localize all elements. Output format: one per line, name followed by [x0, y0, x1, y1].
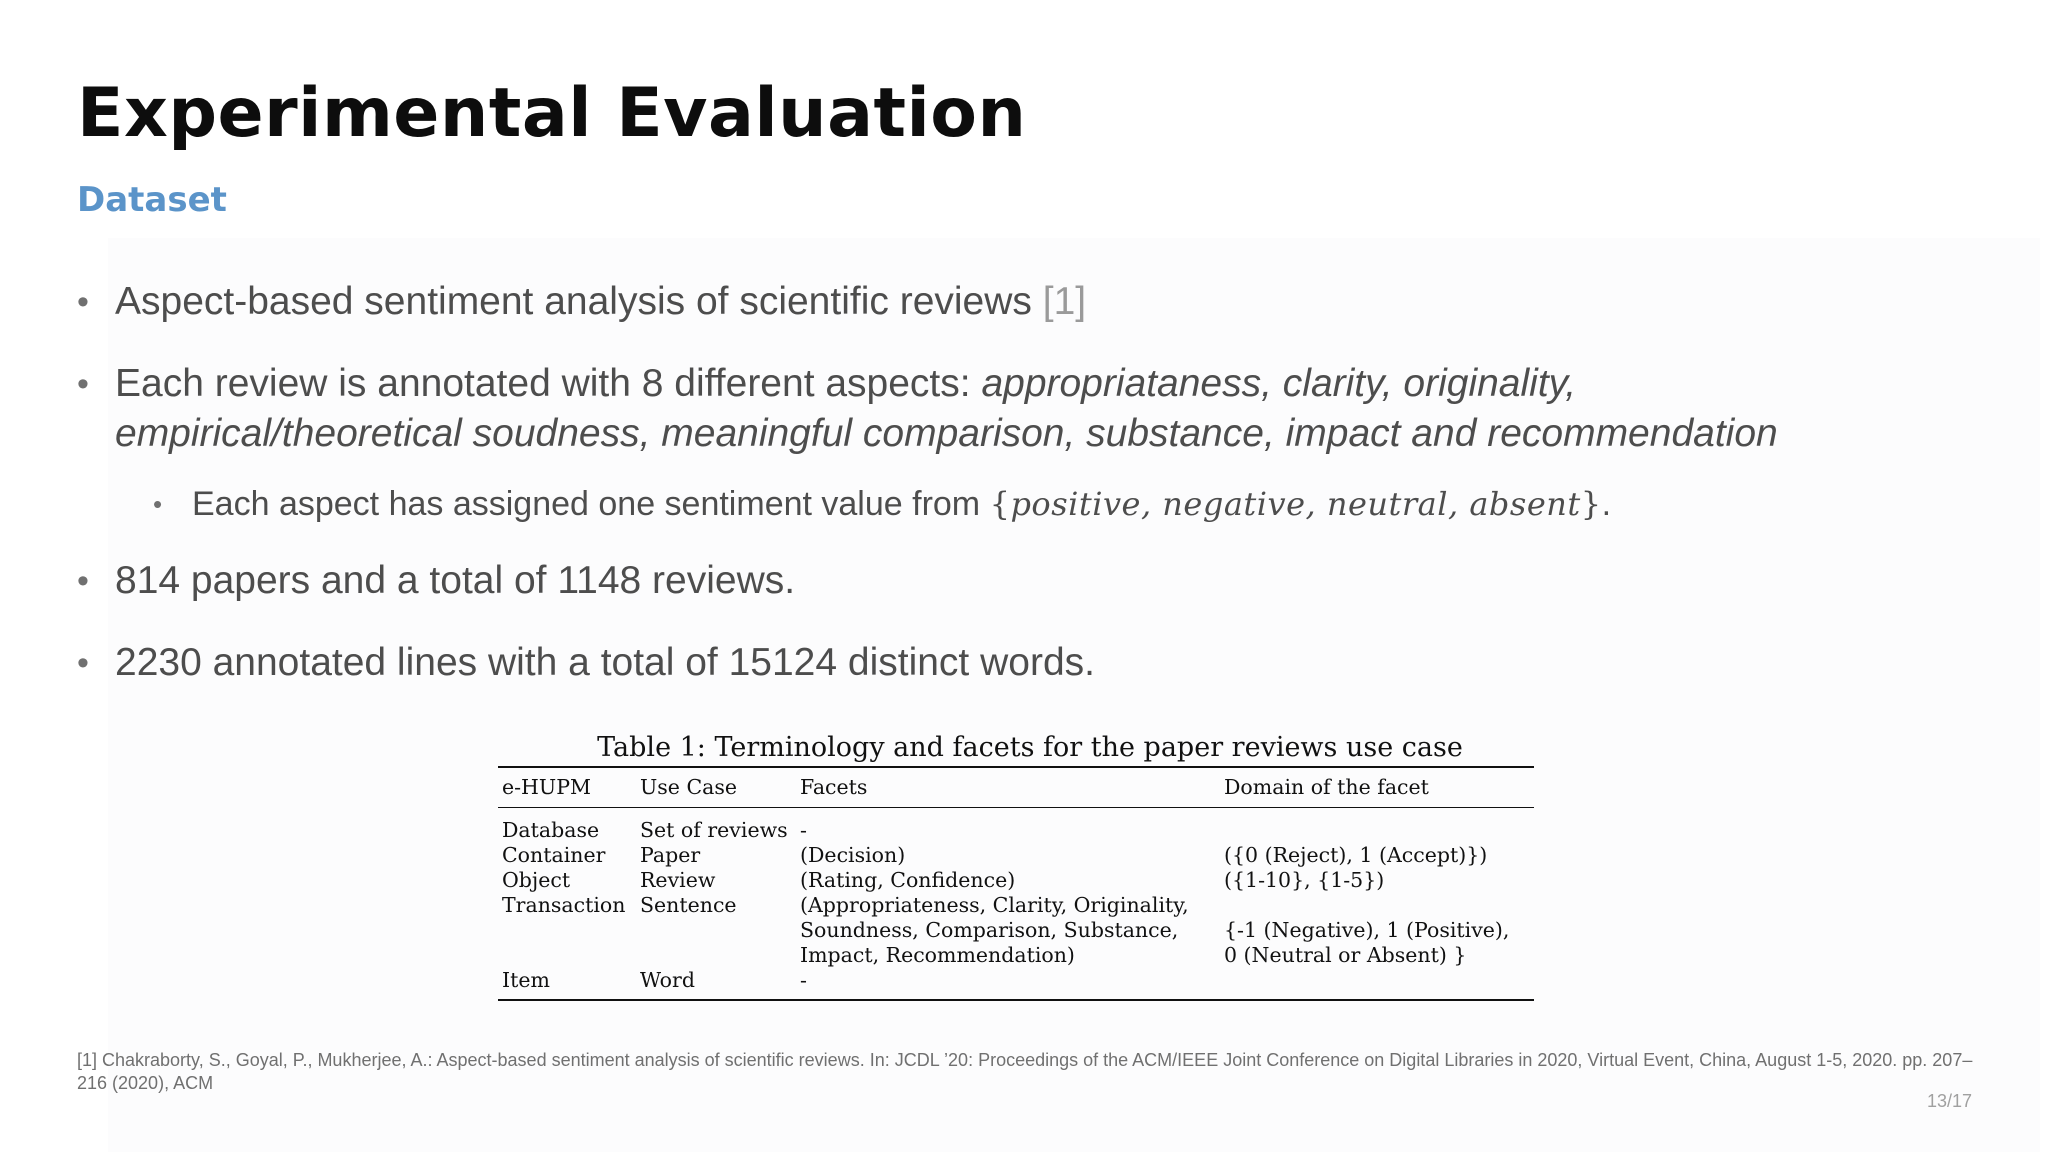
table-row	[498, 918, 1534, 943]
table-cell	[1220, 893, 1534, 918]
table-cell: Paper	[640, 843, 701, 867]
bullet-marker: •	[77, 644, 89, 682]
facets-table	[498, 730, 1534, 1001]
table-cell: Impact, Recommendation)	[800, 943, 1075, 967]
table-cell: Transaction	[502, 893, 626, 917]
table-cell	[1220, 808, 1534, 844]
table-cell: 0 (Neutral or Absent) }	[1224, 943, 1467, 967]
table-row	[498, 943, 1534, 968]
table-cell: ({0 (Reject), 1 (Accept)})	[1224, 843, 1488, 867]
header-domain: Domain of the facet	[1224, 775, 1429, 799]
header-facets: Facets	[800, 775, 868, 799]
bullet-marker: •	[77, 283, 89, 321]
table-cell	[636, 918, 796, 943]
table-cell: Item	[502, 968, 550, 992]
table-row	[498, 868, 1534, 893]
aspect-list-continued: empirical/theoretical soudness, meaningful comparison, substance, impact and recommendation	[115, 412, 1778, 455]
bullet-marker: •	[77, 365, 89, 403]
page-number: 13/17	[1926, 1091, 1972, 1111]
table-cell: (Appropriateness, Clarity, Originality,	[800, 893, 1189, 917]
table	[498, 768, 1534, 999]
table-cell: Object	[502, 868, 571, 892]
table-cell: ({1-10}, {1-5})	[1224, 868, 1385, 892]
table-cell: -	[800, 968, 807, 992]
bullet-marker: •	[153, 489, 163, 519]
table-row	[498, 843, 1534, 868]
table-cell	[636, 943, 796, 968]
table-cell: Database	[502, 818, 600, 842]
slide-subtitle: Dataset	[77, 180, 227, 220]
bullet-marker: •	[77, 562, 89, 600]
table-cell: (Decision)	[800, 843, 906, 867]
table-row	[498, 893, 1534, 918]
bullet-text: Aspect-based sentiment analysis of scientific reviews [1]	[115, 280, 1087, 323]
table-cell: Set of reviews	[640, 818, 788, 842]
table-cell: -	[800, 818, 807, 842]
table-cell: Soundness, Comparison, Substance,	[800, 918, 1179, 942]
table-cell: Container	[502, 843, 606, 867]
table-cell: {-1 (Negative), 1 (Positive),	[1224, 918, 1510, 942]
table-cell: Review	[640, 868, 716, 892]
bullet-text: 2230 annotated lines with a total of 15124 distinct words.	[115, 641, 1095, 684]
citation-ref: [1]	[1042, 280, 1087, 323]
bullet-text: Each review is annotated with 8 different aspects: appropriataness, clarity, originality,	[115, 362, 1577, 405]
table-caption: Table 1: Terminology and facets for the paper reviews use case	[597, 732, 1463, 763]
sentiment-set: {positive, negative, neutral, absent}	[989, 485, 1602, 523]
table-row	[498, 808, 1534, 844]
bullet-text: Each aspect has assigned one sentiment value from {positive, negative, neutral, absent}.	[192, 485, 1612, 523]
table-row	[498, 968, 1534, 999]
table-cell	[498, 918, 636, 943]
slide-title: Experimental Evaluation	[77, 74, 1027, 153]
table-cell	[498, 943, 636, 968]
table-cell	[1220, 968, 1534, 999]
bullet-text: 814 papers and a total of 1148 reviews.	[115, 559, 796, 602]
table-cell: Sentence	[640, 893, 737, 917]
header-e-hupm: e-HUPM	[502, 775, 591, 799]
aspect-list: appropriataness, clarity, originality,	[981, 362, 1577, 405]
table-cell: (Rating, Confidence)	[800, 868, 1016, 892]
footnote-citation: [1] Chakraborty, S., Goyal, P., Mukherjee, A.: Aspect-based sentiment analysis of scientific reviews. In: JCDL ’20: Proceedings of the ACM/IEEE Joint Conference on Digital Libraries in 2020, Virtual Event, China, August 1-5, 2020. pp. 207–216 (2020), ACM	[77, 1050, 1973, 1093]
table-bottom-rule	[498, 999, 1534, 1001]
header-use-case: Use Case	[640, 775, 738, 799]
table-header-row	[498, 768, 1534, 808]
table-cell: Word	[640, 968, 695, 992]
